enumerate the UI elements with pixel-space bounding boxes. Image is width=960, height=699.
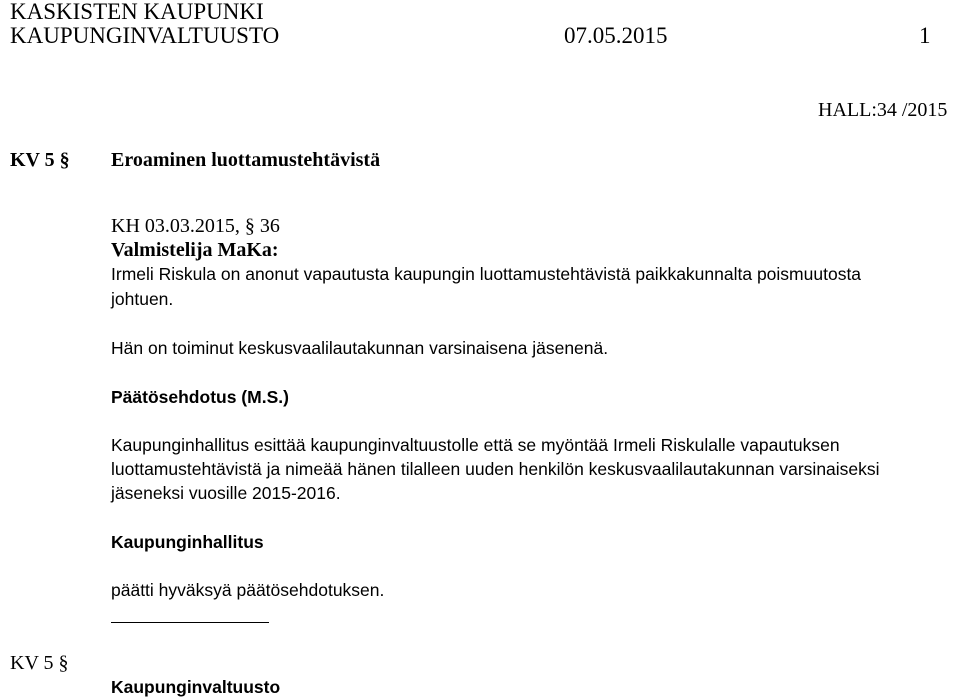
document-body-name: KAUPUNGINVALTUUSTO	[10, 23, 280, 48]
proposal-line: luottamustehtävistä ja nimeää hänen tilalleen uuden henkilön keskusvaalilautakunnan varsinaiseksi	[111, 459, 880, 479]
proposal-line: Kaupunginhallitus esittää kaupunginvaltuustolle että se myöntää Irmeli Riskulalle vapautuksen	[111, 435, 840, 455]
proposal-heading: Päätösehdotus (M.S.)	[111, 387, 289, 407]
page-number: 1	[919, 23, 931, 48]
proposal-line: jäseneksi vuosille 2015-2016.	[111, 483, 341, 503]
paragraph-line: Hän on toiminut keskusvaalilautakunnan varsinaisena jäsenenä.	[111, 338, 609, 358]
board-decision: päätti hyväksyä päätösehdotuksen.	[111, 580, 385, 600]
organization-name: KASKISTEN KAUPUNKI	[10, 0, 264, 24]
board-heading: Kaupunginhallitus	[111, 532, 264, 552]
section-title: Eroaminen luottamustehtävistä	[111, 149, 381, 171]
council-heading: Kaupunginvaltuusto	[111, 677, 281, 697]
document-date: 07.05.2015	[564, 23, 668, 48]
separator-line	[111, 622, 269, 623]
section-number: KV 5 §	[10, 149, 70, 171]
paragraph-line: Irmeli Riskula on anonut vapautusta kaupungin luottamustehtävistä paikkakunnalta poismuutosta	[111, 264, 862, 284]
reference-number: HALL:34 /2015	[818, 99, 948, 121]
preparer-label: Valmistelija MaKa:	[111, 239, 279, 261]
council-section-number: KV 5 §	[10, 652, 69, 674]
paragraph-line: johtuen.	[111, 289, 174, 309]
meeting-reference: KH 03.03.2015, § 36	[111, 215, 280, 237]
